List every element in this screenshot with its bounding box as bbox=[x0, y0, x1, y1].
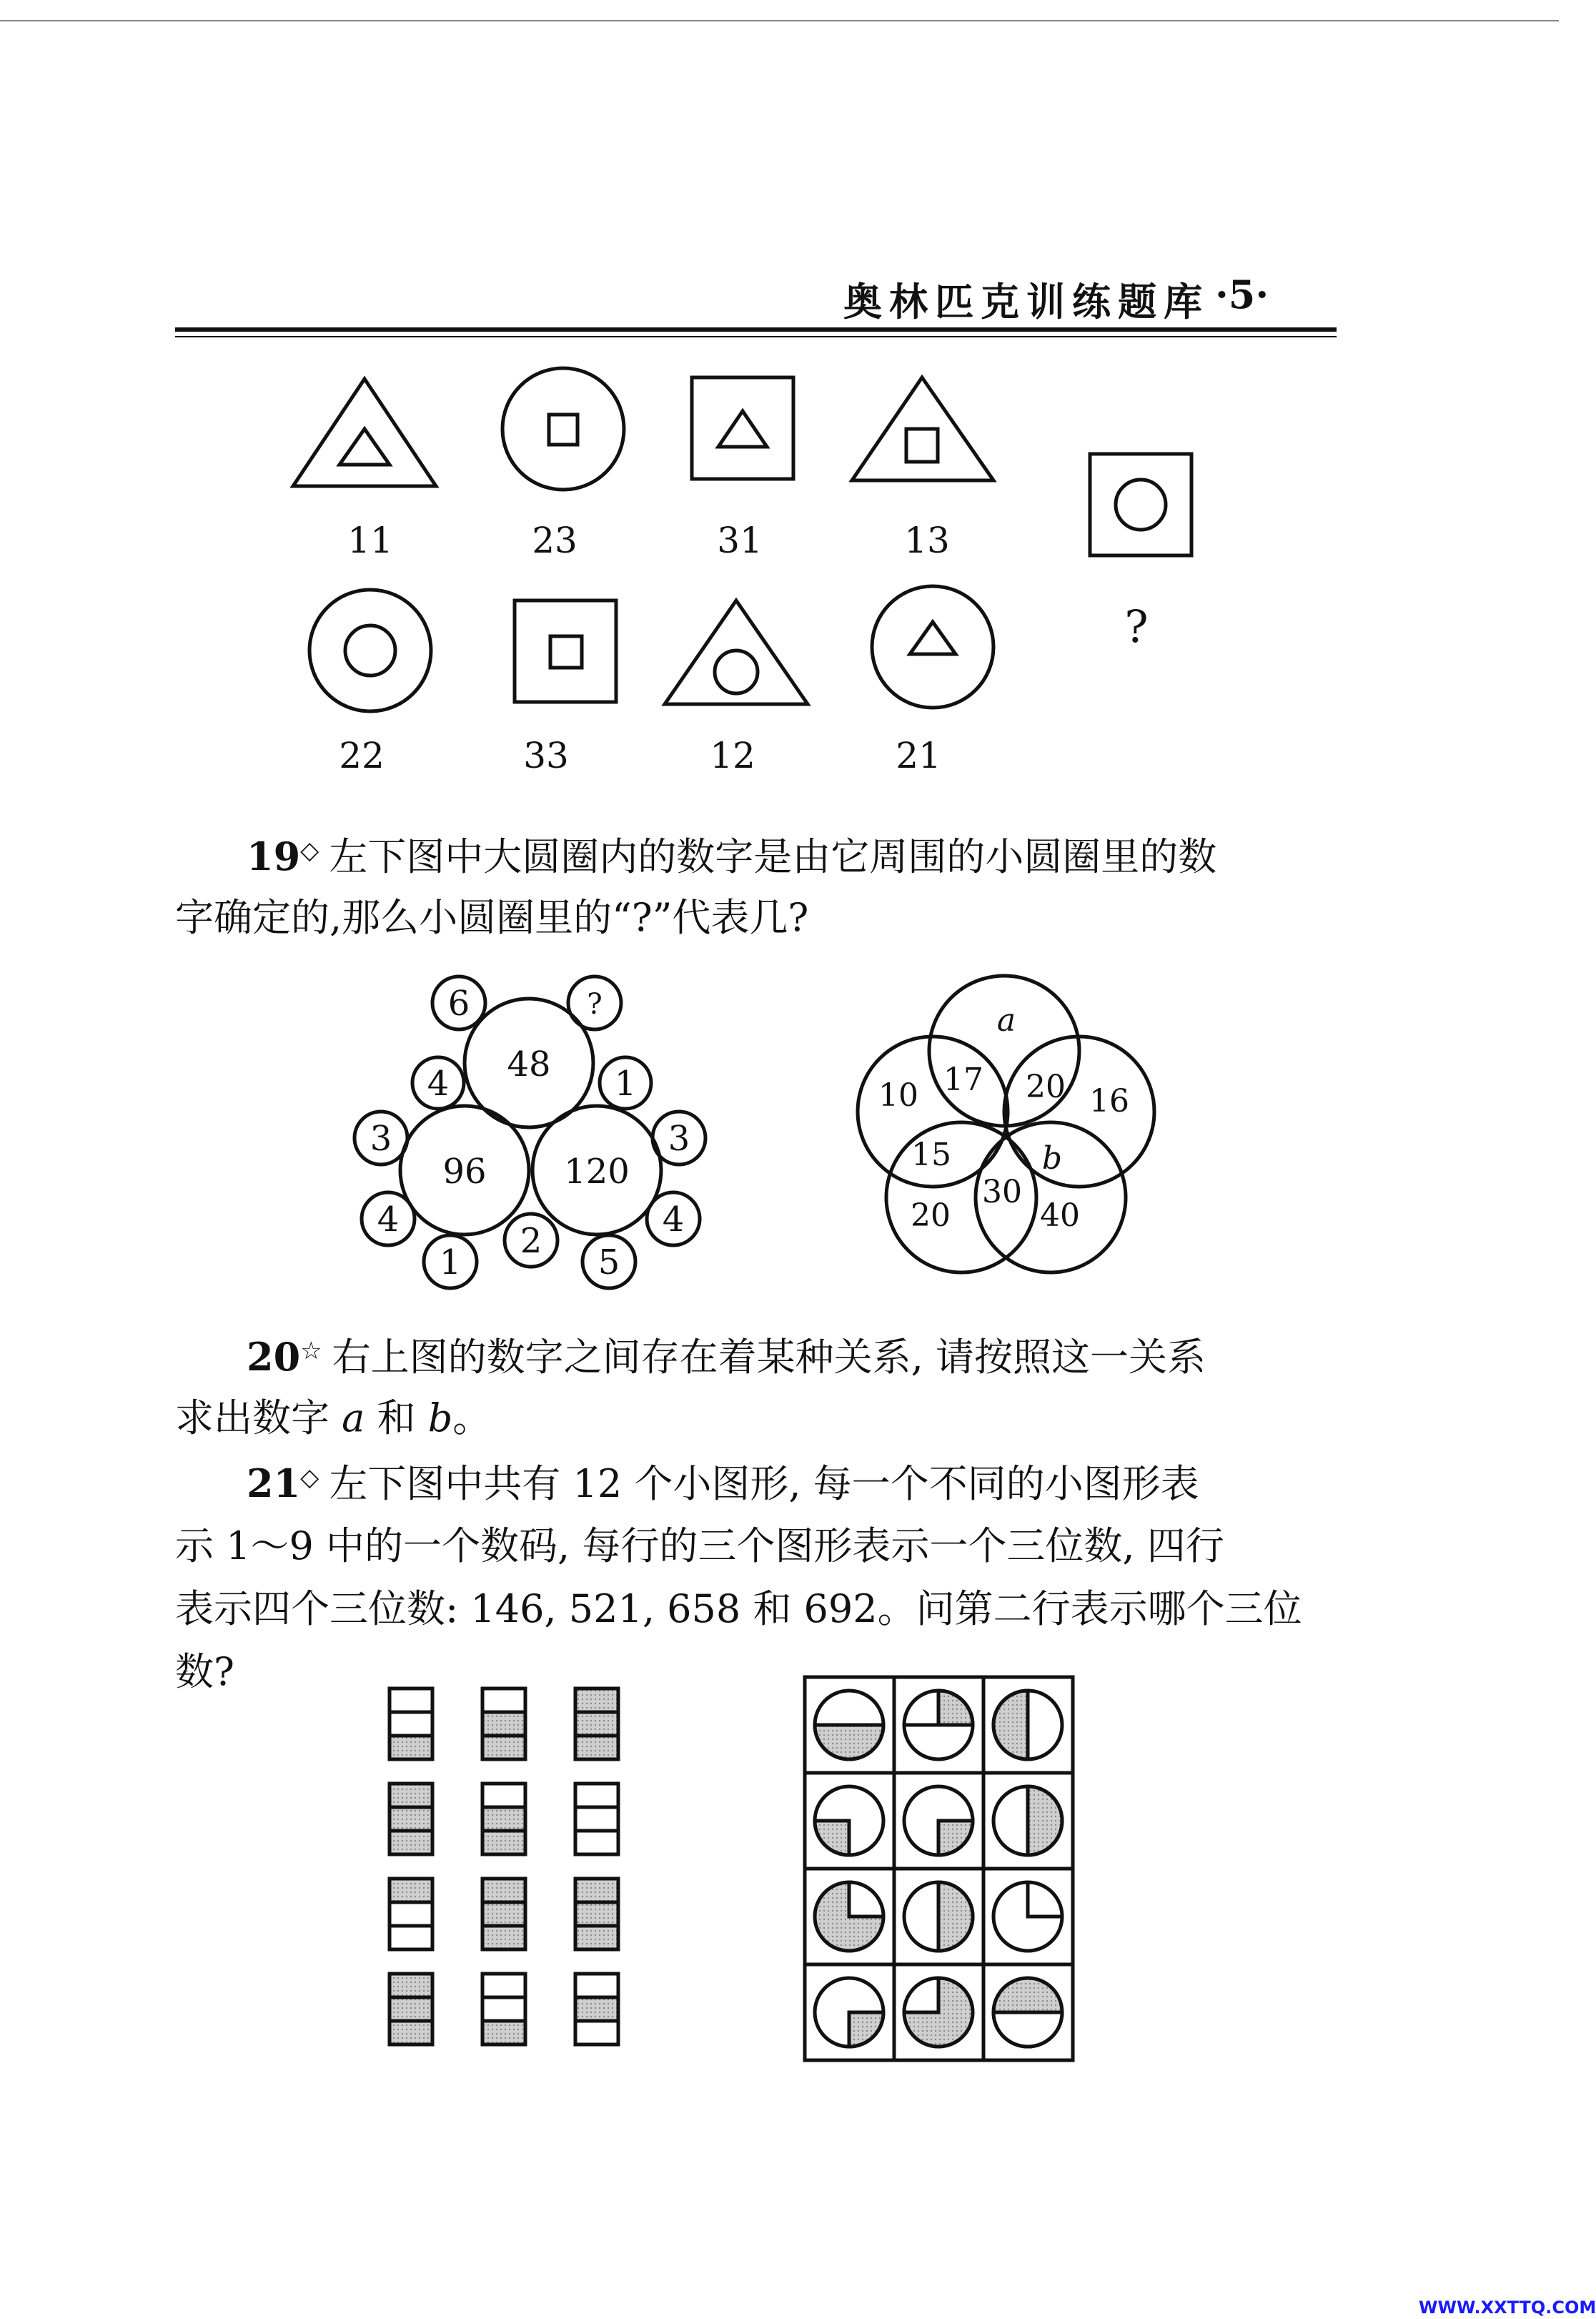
small-circle-value: 3 bbox=[370, 1119, 392, 1159]
unknown-mark: ? bbox=[1124, 600, 1149, 653]
difficulty-mark: ◇ bbox=[300, 836, 319, 865]
circle-glyph bbox=[904, 1691, 973, 1759]
small-circle-value: 4 bbox=[377, 1200, 400, 1240]
bar-glyph bbox=[575, 1974, 618, 2044]
small-circle-value: 1 bbox=[439, 1242, 462, 1282]
circle-glyph bbox=[904, 1786, 973, 1855]
question-21 bbox=[175, 1453, 1337, 1515]
bar-glyph bbox=[575, 1784, 618, 1854]
small-circle-value: 3 bbox=[668, 1119, 690, 1159]
shape-square-in-circle bbox=[502, 368, 624, 490]
difficulty-mark: ◇ bbox=[300, 1463, 319, 1492]
shape-unknown-circle-in-square bbox=[1090, 454, 1191, 555]
circle-glyph bbox=[993, 1691, 1062, 1759]
venn-label: 20 bbox=[911, 1197, 951, 1234]
shape-label: 11 bbox=[347, 520, 393, 561]
venn-label: a bbox=[996, 1002, 1016, 1039]
watermark: WWW.XXTTQ.COM bbox=[1419, 2298, 1596, 2318]
question-21-line3: 表示四个三位数: 146, 521, 658 和 692。问第二行表示哪个三位 bbox=[175, 1586, 1302, 1631]
circle-grid-figure bbox=[801, 1673, 1086, 2073]
variable-b: b bbox=[427, 1395, 453, 1440]
shape-label: 13 bbox=[904, 520, 950, 561]
question-19-line2: 字确定的,那么小圆圈里的“?”代表几? bbox=[175, 895, 809, 940]
shape-label: 21 bbox=[896, 735, 941, 776]
venn-label: 20 bbox=[1026, 1069, 1066, 1105]
shape-circle-in-triangle bbox=[665, 600, 808, 704]
shape-label: 12 bbox=[710, 735, 755, 776]
shape-square-in-square bbox=[515, 600, 616, 702]
shape-triangle-in-triangle bbox=[293, 379, 436, 486]
shape-label: 23 bbox=[532, 520, 578, 561]
running-header-title: 奥林匹克训练题库 bbox=[843, 279, 1209, 325]
bar-glyph bbox=[575, 1688, 618, 1759]
venn-label: 30 bbox=[982, 1174, 1022, 1210]
venn-label: 17 bbox=[943, 1062, 983, 1098]
venn-label: 40 bbox=[1040, 1197, 1080, 1234]
big-circle-value: 96 bbox=[442, 1152, 487, 1192]
page-number: ·5· bbox=[1215, 272, 1269, 317]
top-scan-line bbox=[0, 20, 1559, 21]
shape-circle-in-circle bbox=[309, 590, 431, 711]
venn-label: 15 bbox=[911, 1137, 951, 1173]
bar-grid-figure bbox=[379, 1680, 650, 2066]
question-number: 20 bbox=[247, 1334, 301, 1380]
venn-label: 10 bbox=[878, 1077, 918, 1114]
text-run: 和 bbox=[365, 1395, 428, 1440]
header-rule-thick bbox=[175, 327, 1337, 332]
venn-label: 16 bbox=[1089, 1083, 1129, 1119]
question-text: 左下图中共有 12 个小图形, 每一个不同的小图形表 bbox=[329, 1461, 1199, 1506]
small-circle-value: ? bbox=[587, 988, 603, 1021]
circle-glyph bbox=[904, 1882, 973, 1951]
question-text: 左下图中大圆圈内的数字是由它周围的小圆圈里的数 bbox=[329, 834, 1217, 879]
circle-glyph bbox=[904, 1978, 973, 2047]
venn-label: b bbox=[1041, 1140, 1063, 1177]
small-circle-value: 5 bbox=[598, 1242, 620, 1282]
circle-glyph bbox=[993, 1882, 1062, 1951]
bar-glyph bbox=[482, 1688, 525, 1759]
bar-glyph bbox=[482, 1974, 525, 2044]
shape-label: 31 bbox=[717, 520, 763, 561]
small-circle-value: 4 bbox=[662, 1200, 685, 1240]
question-19 bbox=[175, 826, 1337, 888]
small-circle-value: 6 bbox=[447, 984, 470, 1024]
circle-glyph bbox=[993, 1978, 1062, 2047]
header-rule-thin bbox=[175, 336, 1337, 337]
text-run: 。 bbox=[452, 1395, 492, 1440]
bar-glyph bbox=[390, 1784, 432, 1854]
shape-label: 33 bbox=[523, 735, 569, 776]
circle-glyph bbox=[993, 1786, 1062, 1855]
bar-glyph bbox=[390, 1879, 432, 1949]
bar-glyph bbox=[482, 1784, 525, 1854]
shape-square-in-triangle bbox=[852, 377, 993, 480]
circle-glyph bbox=[815, 1691, 883, 1759]
circle-glyph bbox=[815, 1978, 883, 2047]
difficulty-mark: ☆ bbox=[300, 1337, 322, 1365]
variable-a: a bbox=[342, 1395, 365, 1440]
small-circle-value: 4 bbox=[427, 1064, 450, 1104]
question-20 bbox=[175, 1326, 1337, 1388]
shape-triangle-in-circle bbox=[872, 586, 993, 708]
bar-glyph bbox=[482, 1879, 525, 1949]
question-20-line2 bbox=[175, 1388, 1337, 1449]
bar-glyph bbox=[390, 1688, 432, 1759]
bar-glyph bbox=[575, 1879, 618, 1949]
question-text: 右上图的数字之间存在着某种关系, 请按照这一关系 bbox=[332, 1335, 1206, 1380]
big-circle-value: 120 bbox=[564, 1152, 630, 1192]
small-circle-value: 1 bbox=[614, 1064, 637, 1104]
bar-glyph bbox=[390, 1974, 432, 2044]
circle-puzzle-figure bbox=[339, 969, 725, 1297]
question-number: 21 bbox=[247, 1460, 301, 1506]
small-circle-value: 2 bbox=[520, 1221, 542, 1261]
circle-glyph bbox=[815, 1882, 883, 1951]
question-number: 19 bbox=[247, 834, 301, 879]
question-21-line4: 数? bbox=[175, 1649, 234, 1694]
shape-label: 22 bbox=[339, 735, 385, 776]
venn-puzzle-figure bbox=[843, 972, 1172, 1287]
circle-glyph bbox=[815, 1786, 883, 1855]
text-run: 求出数字 bbox=[175, 1395, 342, 1440]
shape-triangle-in-square bbox=[692, 377, 793, 479]
big-circle-value: 48 bbox=[507, 1044, 551, 1084]
question-21-line2: 示 1～9 中的一个数码, 每行的三个图形表示一个三位数, 四行 bbox=[175, 1523, 1224, 1568]
